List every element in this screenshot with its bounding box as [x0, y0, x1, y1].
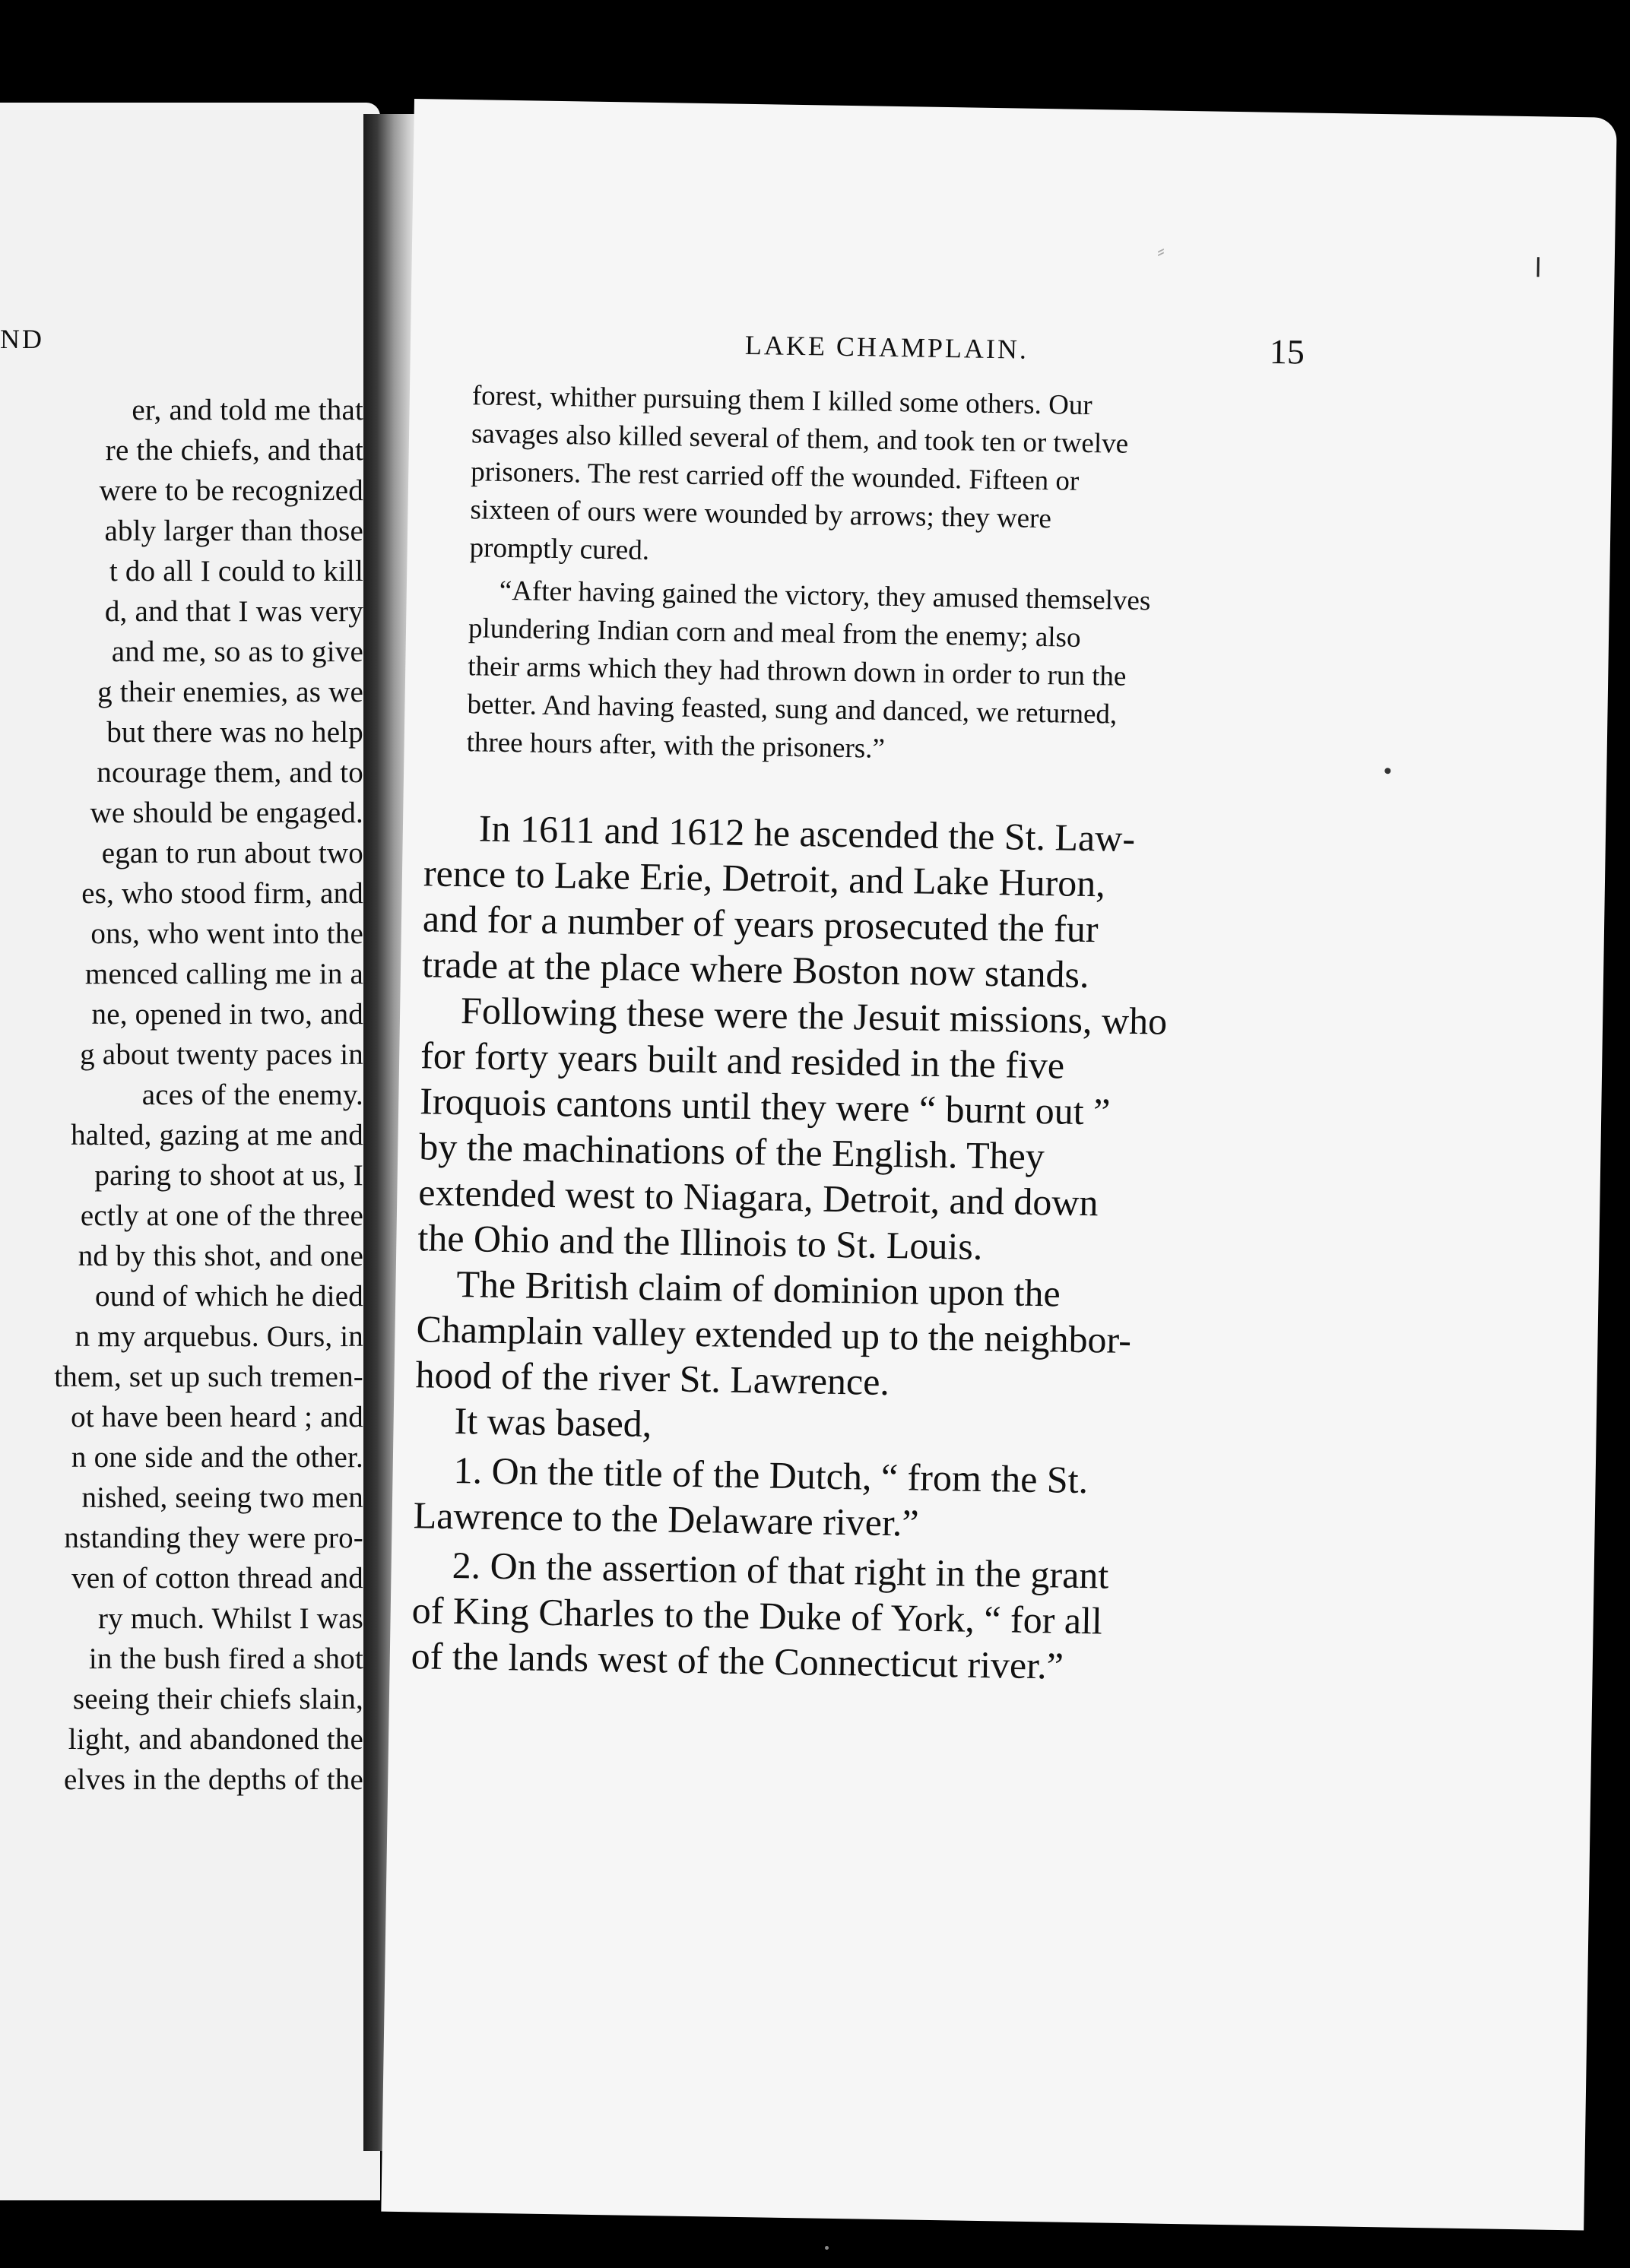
left-running-head: ND — [0, 324, 44, 354]
quote-line: prisoners. The rest carried off the wounded. Fifteen or — [470, 456, 1080, 497]
left-text-line: ons, who went into the — [90, 917, 363, 950]
quote-line: sixteen of ours were wounded by arrows; they were — [470, 494, 1052, 535]
pencil-mark: ⸗ — [1156, 238, 1165, 264]
left-text-line: nstanding they were pro- — [64, 1522, 363, 1554]
left-text-line: nished, seeing two men — [81, 1481, 363, 1514]
body-line: Following these were the Jesuit missions, who — [460, 989, 1168, 1043]
left-text-line: n one side and the other. — [71, 1441, 363, 1474]
body-line: for forty years built and resided in the five — [420, 1034, 1065, 1087]
body-line: 2. On the assertion of that right in the grant — [452, 1544, 1109, 1597]
left-text-line: nd by this shot, and one — [78, 1240, 363, 1272]
left-text-line: ably larger than those — [104, 515, 363, 547]
body-line: It was based, — [454, 1399, 652, 1446]
left-page — [0, 103, 380, 2200]
left-text-line: er, and told me that — [132, 394, 363, 426]
body-line: In 1611 and 1612 he ascended the St. Law- — [478, 806, 1136, 860]
body-line: by the machinations of the English. They — [418, 1125, 1045, 1178]
body-line: extended west to Niagara, Detroit, and down — [417, 1170, 1099, 1224]
left-text-line: ncourage them, and to — [97, 756, 363, 789]
left-text-line: paring to shoot at us, I — [94, 1159, 363, 1192]
left-text-line: we should be engaged. — [90, 797, 363, 829]
quote-line: better. And having feasted, sung and danced, we returned, — [467, 689, 1118, 730]
body-line: trade at the place where Boston now stands. — [421, 942, 1089, 996]
quote-line: three hours after, with the prisoners.” — [466, 727, 886, 765]
left-text-line: g their enemies, as we — [97, 676, 363, 708]
body-line: of King Charles to the Duke of York, “ for all — [411, 1589, 1103, 1642]
left-text-line: t do all I could to kill — [109, 555, 363, 588]
quote-line: plundering Indian corn and meal from the enemy; also — [468, 613, 1081, 654]
left-text-line: egan to run about two — [101, 837, 363, 870]
body-line: the Ohio and the Illinois to St. Louis. — [417, 1216, 983, 1268]
left-text-line: elves in the depths of the — [63, 1763, 363, 1796]
body-line: and for a number of years prosecuted the fur — [422, 897, 1099, 951]
left-text-line: g about twenty paces in — [80, 1038, 363, 1071]
quote-line: “After having gained the victory, they amused themselves — [499, 575, 1151, 617]
left-text-line: were to be recognized — [99, 474, 363, 507]
body-line: of the lands west of the Connecticut river.” — [411, 1634, 1064, 1687]
scan-speck — [825, 2246, 829, 2250]
left-text-line: ound of which he died — [95, 1280, 363, 1313]
left-text-line: ot have been heard ; and — [71, 1401, 363, 1433]
left-text-line: n my arquebus. Ours, in — [75, 1320, 363, 1353]
left-text-line: light, and abandoned the — [68, 1723, 363, 1756]
body-line: Lawrence to the Delaware river.” — [413, 1494, 919, 1544]
left-text-line: and me, so as to give — [111, 635, 363, 668]
quote-line: savages also killed several of them, and took ten or twelve — [471, 418, 1129, 460]
left-text-line: in the bush fired a shot — [88, 1642, 363, 1675]
left-text-line: menced calling me in a — [84, 958, 363, 990]
left-text-line: es, who stood firm, and — [81, 877, 363, 910]
page-speck — [1384, 768, 1391, 774]
left-text-line: seeing their chiefs slain, — [72, 1683, 363, 1715]
body-line: Iroquois cantons until they were “ burnt out ” — [419, 1079, 1111, 1133]
left-text-line: halted, gazing at me and — [71, 1119, 363, 1151]
left-text-line: ry much. Whilst I was — [97, 1602, 363, 1635]
left-text-line: aces of the enemy. — [141, 1079, 363, 1111]
left-text-line: ectly at one of the three — [80, 1199, 363, 1232]
body-line: 1. On the title of the Dutch, “ from the St. — [453, 1449, 1089, 1502]
right-page — [381, 99, 1616, 2231]
body-line: Champlain valley extended up to the neighbor- — [416, 1307, 1132, 1362]
body-line: hood of the river St. Lawrence. — [415, 1353, 890, 1404]
quote-line: their arms which they had thrown down in order to run the — [467, 651, 1127, 692]
left-text-line: but there was no help — [106, 716, 363, 749]
left-text-line: d, and that I was very — [104, 595, 363, 628]
left-text-line: ven of cotton thread and — [71, 1562, 363, 1595]
page-number: 15 — [1269, 331, 1305, 372]
body-line: rence to Lake Erie, Detroit, and Lake Huron, — [423, 851, 1106, 905]
body-line: The British claim of dominion upon the — [456, 1262, 1061, 1315]
left-text-line: ne, opened in two, and — [91, 998, 363, 1031]
left-text-line: them, set up such tremen- — [54, 1360, 363, 1393]
running-head: LAKE CHAMPLAIN. — [744, 329, 1029, 365]
quote-line: forest, whither pursuing them I killed some others. Our — [471, 380, 1092, 422]
left-text-line: re the chiefs, and that — [105, 434, 363, 467]
quote-line: promptly cured. — [469, 532, 650, 566]
page-edge-tick — [1537, 257, 1540, 277]
